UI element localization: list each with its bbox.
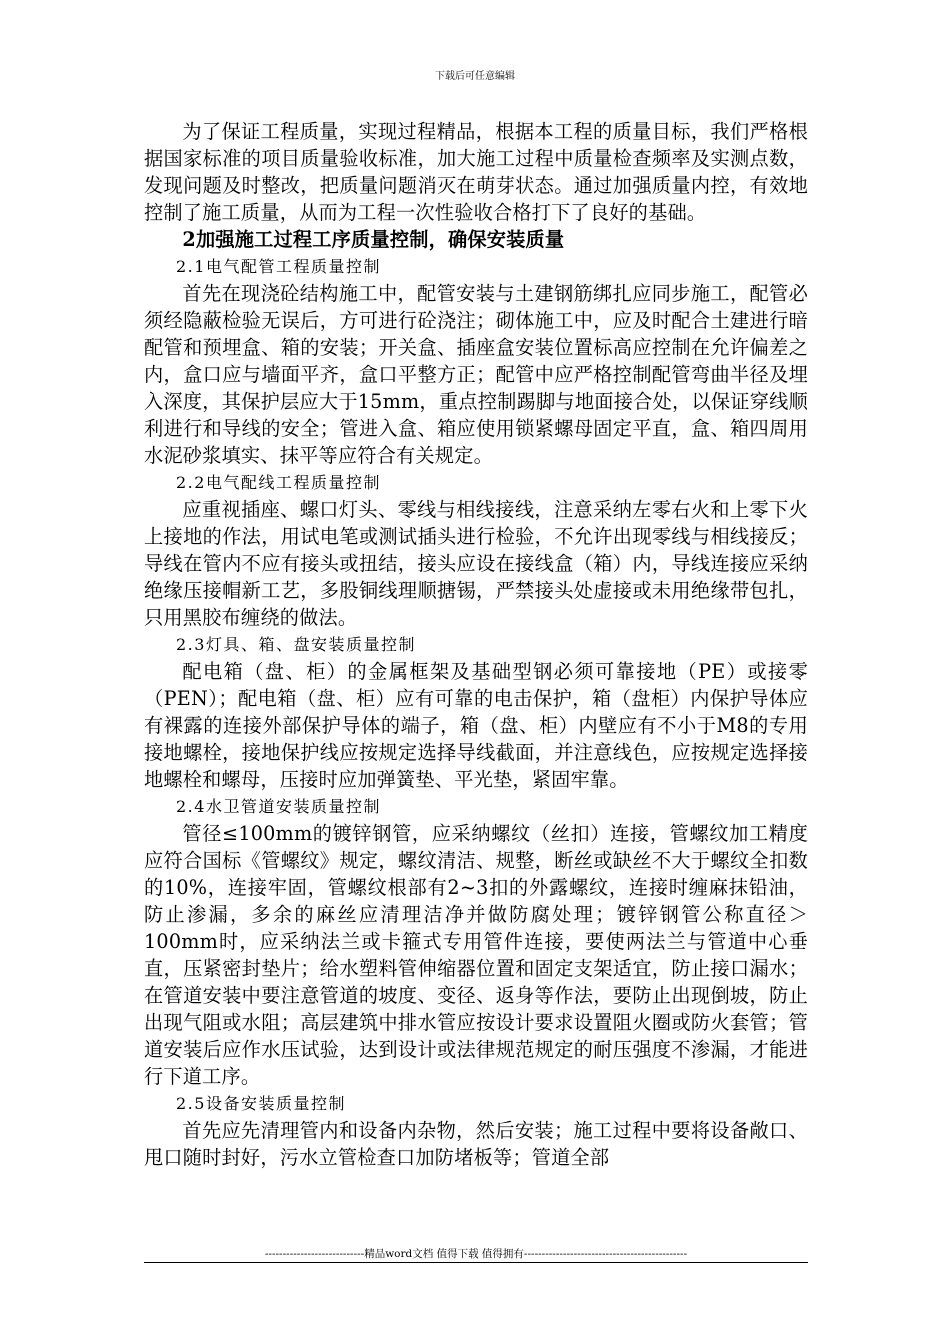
paragraph-2-5: 首先应先清理管内和设备内杂物，然后安装；施工过程中要将设备敞口、甩口随时封好，污水立管检查口加防堵板等；管道全部 <box>144 1119 808 1169</box>
paragraph-2-1: 首先在现浇砼结构施工中，配管安装与土建钢筋绑扎应同步施工，配管必须经隐蔽检验无误后，方可进行砼浇注；砌体施工中，应及时配合土建进行暗配管和预埋盒、箱的安装；开关盒、插座盒安装位置标高应控制在允许偏差之内，盒口应与墙面平齐，盒口平整方正；配管中应严格控制配管弯曲半径及埋入深度，其保护层应大于15mm，重点控制踢脚与地面接合处，以保证穿线顺利进行和导线的安全；管进入盒、箱应使用锁紧螺母固定平直，盒、箱四周用水泥砂浆填实、抹平等应符合有关规定。 <box>144 282 808 467</box>
paragraph-2-3: 配电箱（盘、柜）的金属框架及基础型钢必须可靠接地（PE）或接零（PEN）；配电箱（盘、柜）应有可靠的电击保护，箱（盘柜）内保护导体应有裸露的连接外部保护导体的端子，箱（盘、柜）内壁应有不小于M8的专用接地螺栓，接地保护线应按规定选择导线截面，并注意线色，应按规定选择接地螺栓和螺母，压接时应加弹簧垫、平光垫，紧固牢靠。 <box>144 660 808 791</box>
footer-divider <box>144 1262 808 1263</box>
subheading-2-3: 2.3灯具、箱、盘安装质量控制 <box>176 635 416 654</box>
subheading-2-4: 2.4水卫管道安装质量控制 <box>176 797 381 816</box>
subheading-2-1: 2.1电气配管工程质量控制 <box>176 257 381 276</box>
subheading-2-5: 2.5设备安装质量控制 <box>176 1094 346 1113</box>
intro-paragraph: 为了保证工程质量，实现过程精品，根据本工程的质量目标，我们严格根据国家标准的项目质量验收标准，加大施工过程中质量检查频率及实测点数，发现问题及时整改，把质量问题消灭在萌芽状态。通过加强质量内控，有效地控制了施工质量，从而为工程一次性验收合格打下了良好的基础。 <box>144 120 808 224</box>
page-footer: ----------------------------精品word文档 值得下载 值得拥有---------------------------------------------- <box>264 1248 688 1260</box>
paragraph-2-2: 应重视插座、螺口灯头、零线与相线接线，注意采纳左零右火和上零下火上接地的作法，用试电笔或测试插头进行检验，不允许出现零线与相线接反；导线在管内不应有接头或扭结，接头应设在接线盒（箱）内，导线连接应采纳绝缘压接帽新工艺，多股铜线理顺搪锡，严禁接头处虚接或未用绝缘带包扎，只用黑胶布缠绕的做法。 <box>144 498 808 629</box>
document-body <box>144 118 808 1171</box>
subheading-2-2: 2.2电气配线工程质量控制 <box>176 473 381 492</box>
paragraph-2-4: 管径≤100mm的镀锌钢管，应采纳螺纹（丝扣）连接，管螺纹加工精度应符合国标《管螺纹》规定，螺纹清洁、规整，断丝或缺丝不大于螺纹全扣数的10%，连接牢固，管螺纹根部有2~3扣的外露螺纹，连接时缠麻抹铅油，防止渗漏，多余的麻丝应清理洁净并做防腐处理；镀锌钢管公称直径＞100mm时，应采纳法兰或卡箍式专用管件连接，要使两法兰与管道中心垂直，压紧密封垫片；给水塑料管伸缩器位置和固定支架适宜，防止接口漏水；在管道安装中要注意管道的坡度、变径、返身等作法，要防止出现倒坡，防止出现气阻或水阻；高层建筑中排水管应按设计要求设置阻火圈或防火套管；管道安装后应作水压试验，达到设计或法律规范规定的耐压强度不渗漏，才能进行下道工序。 <box>144 822 808 1088</box>
page-header: 下载后可任意编辑 <box>435 71 515 82</box>
section-heading: 2加强施工过程工序质量控制，确保安装质量 <box>182 228 565 251</box>
